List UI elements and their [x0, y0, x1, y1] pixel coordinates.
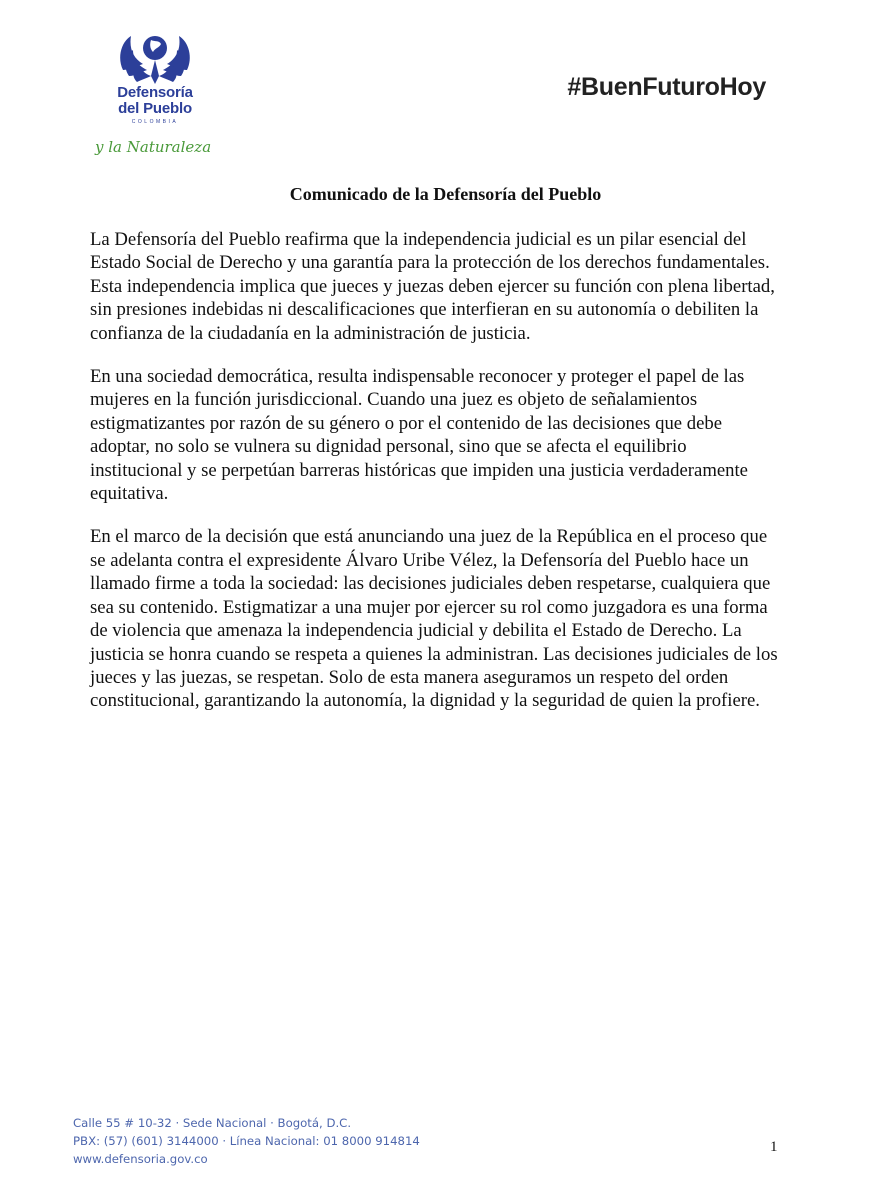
document-body: [90, 228, 783, 733]
paragraph-2: En una sociedad democrática, resulta indispensable reconocer y proteger el papel de las mujeres en la función jurisdiccional. Cuando una juez es objeto de señalamientos estigmatizantes por razón de su género o por el contenido de las decisiones que debe adoptar, no solo se vulnera su dignidad personal, sino que se afecta el equilibrio institucional y se perpetúan barreras históricas que impiden una justicia verdaderamente equitativa.: [90, 366, 748, 505]
logo-tagline: y la Naturaleza: [95, 138, 212, 156]
paragraph-3: En el marco de la decisión que está anunciando una juez de la República en el proceso que se adelanta contra el expresidente Álvaro Uribe Vélez, la Defensoría del Pueblo hace un llamado firme a toda la sociedad: las decisiones judiciales deben respetarse, cualquiera que sea su contenido. Estigmatizar a una mujer por ejercer su rol como juzgadora es una forma de violencia que amenaza la independencia judicial y debilita el Estado de Derecho. La justicia se honra cuando se respeta a quienes la administran. Las decisiones judiciales de los jueces y las juezas, se respetan. Solo de esta manera aseguramos un respeto del orden constitucional, garantizando la autonomía, la dignidad y la seguridad de quien la profiere.: [90, 526, 778, 712]
hashtag-middle: Futuro: [642, 73, 720, 101]
logo-text-defensoria: Defensoría: [117, 84, 193, 101]
logo-emblem-icon: [115, 30, 195, 88]
document-title: Comunicado de la Defensoría del Pueblo: [289, 184, 602, 204]
hashtag-suffix: Hoy: [719, 73, 766, 101]
defensoria-logo: [95, 30, 225, 165]
footer-website: www.defensoria.gov.co: [73, 1152, 208, 1166]
campaign-hashtag: [567, 73, 766, 102]
page-number: 1: [770, 1139, 778, 1155]
paragraph-1: La Defensoría del Pueblo reafirma que la independencia judicial es un pilar esencial del Estado Social de Derecho y una garantía para la protección de los derechos fundamentales. Esta independencia implica que jueces y juezas deben ejercer su función con plena libertad, sin presiones indebidas ni descalificaciones que interfieran en su autonomía o debiliten la confianza de la ciudadanía en la administración de justicia.: [90, 229, 775, 344]
logo-text-del-pueblo: del Pueblo: [118, 100, 192, 117]
logo-country-text: COLOMBIA: [131, 119, 179, 125]
footer-contact: [73, 1114, 420, 1168]
footer-phone: PBX: (57) (601) 3144000 · Línea Nacional: 01 8000 914814: [73, 1134, 420, 1148]
hashtag-prefix: #Buen: [567, 73, 643, 101]
footer-address: Calle 55 # 10-32 · Sede Nacional · Bogotá, D.C.: [73, 1116, 352, 1130]
